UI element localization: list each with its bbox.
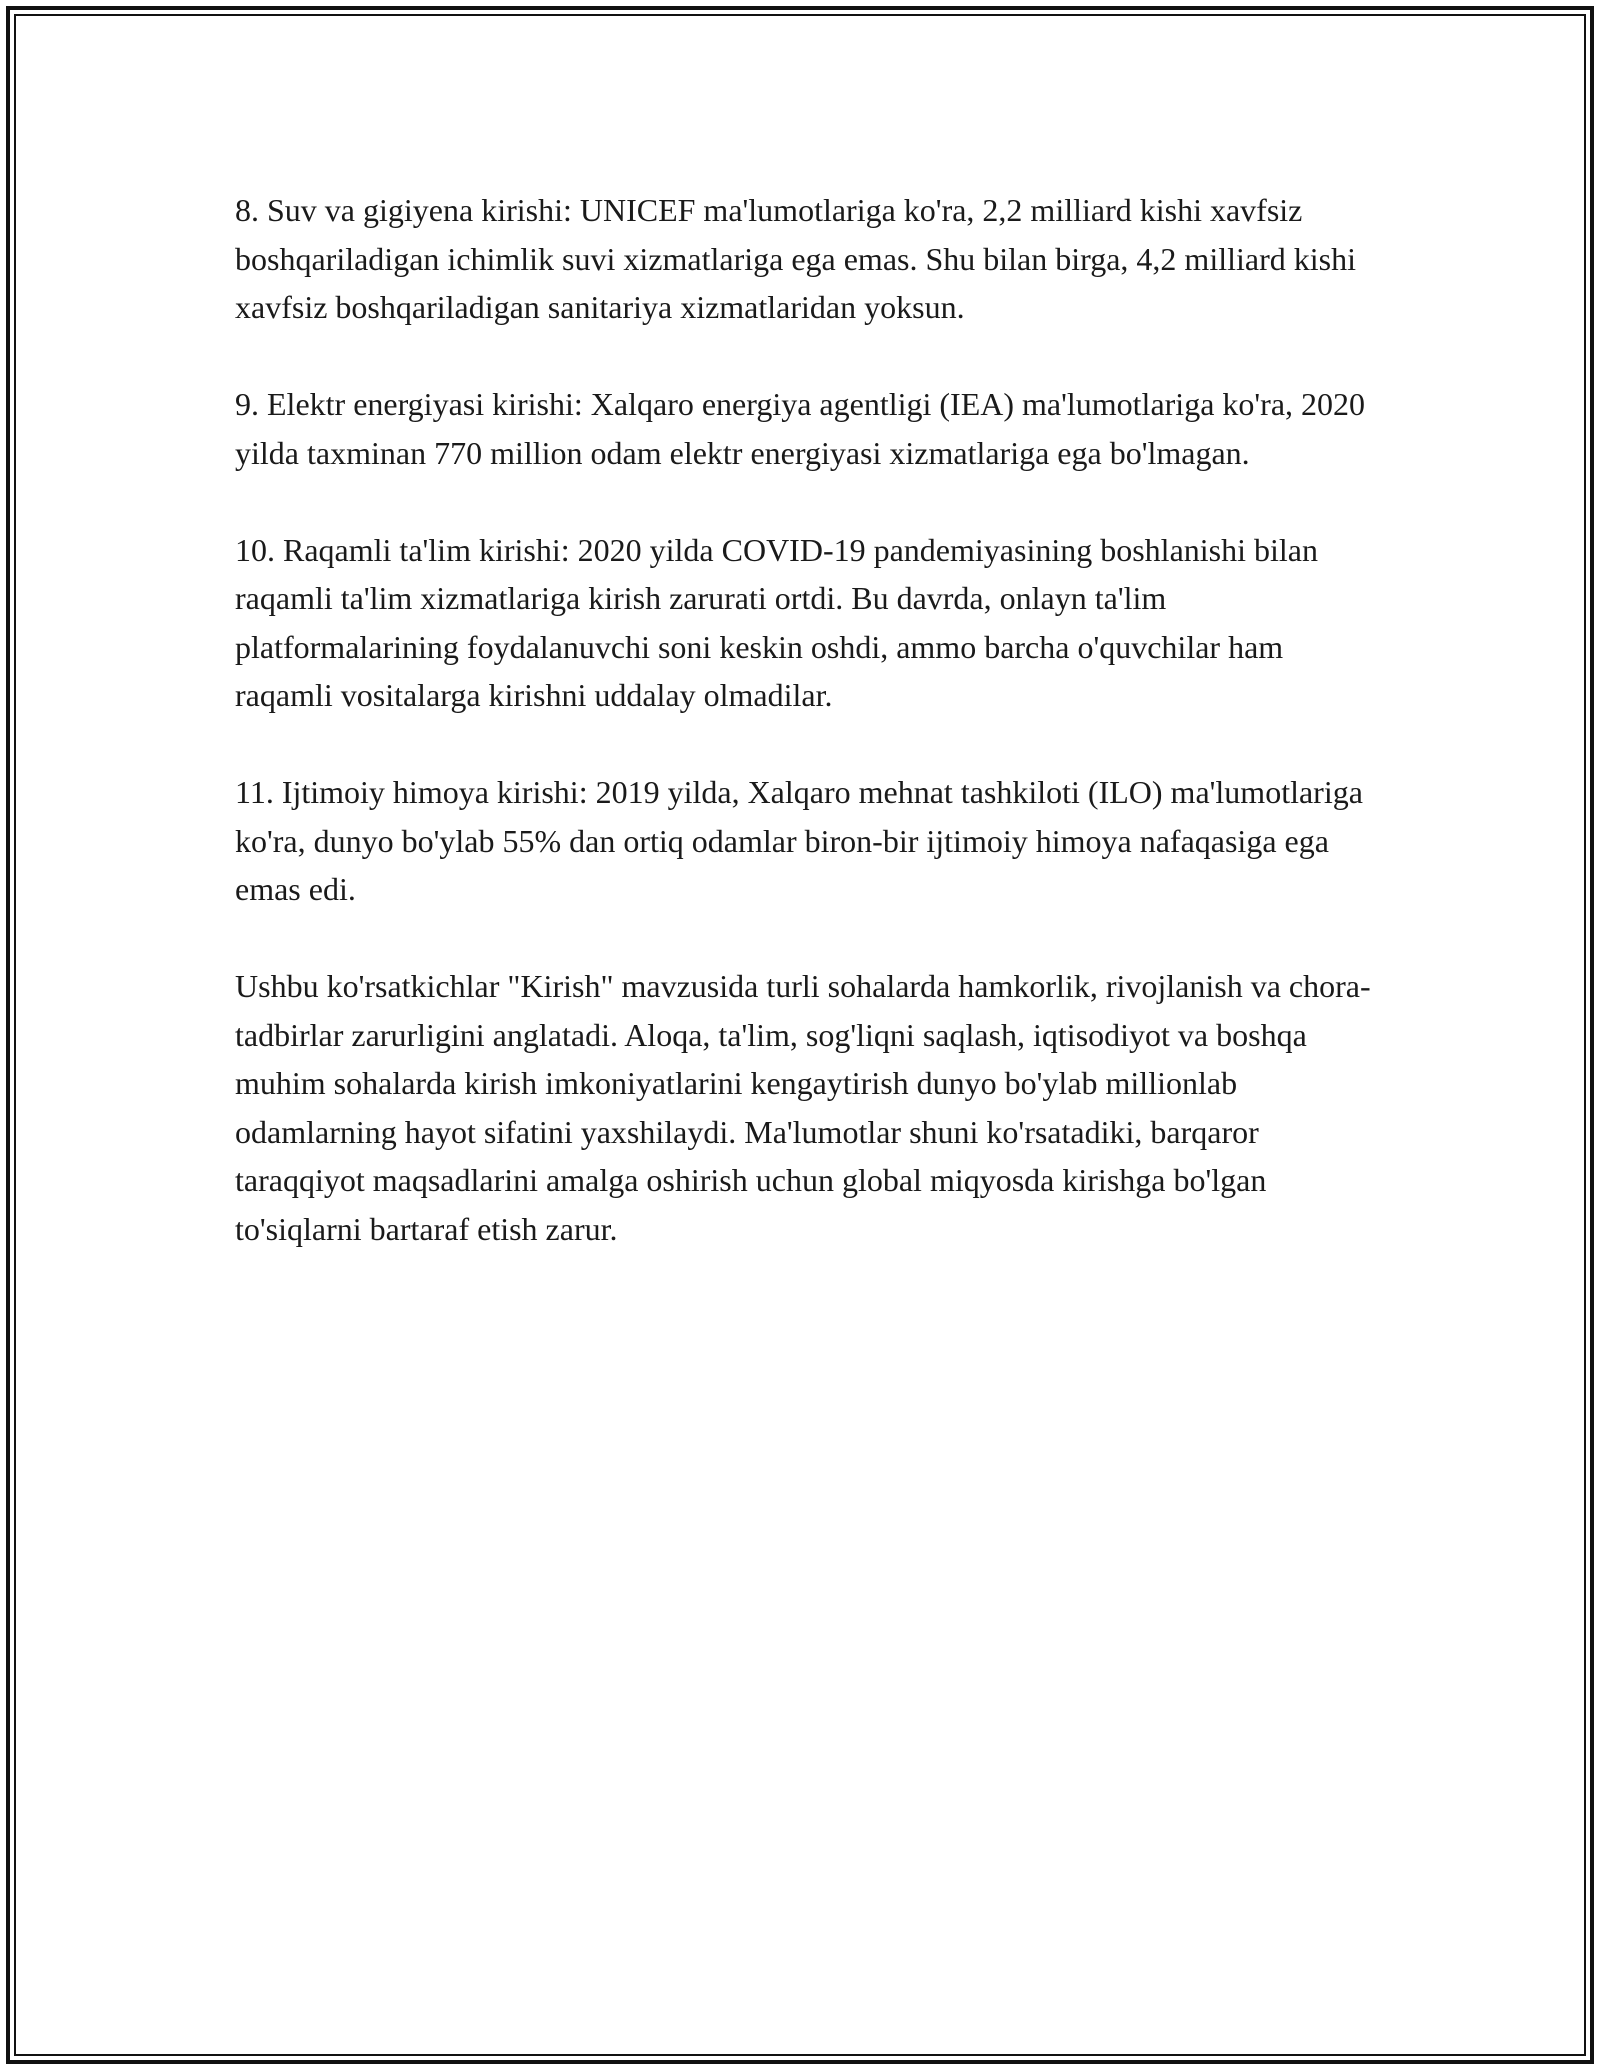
paragraph-electricity-access: 9. Elektr energiyasi kirishi: Xalqaro energiya agentligi (IEA) ma'lumotlariga ko'ra, 2020 yilda taxminan 770 million odam elektr energiyasi xizmatlariga ega bo'lmagan.: [235, 386, 1366, 471]
document-body: [235, 186, 1375, 1302]
paragraph-digital-education-access: 10. Raqamli ta'lim kirishi: 2020 yilda COVID-19 pandemiyasining boshlanishi bilan raqamli ta'lim xizmatlariga kirish zarurati ortdi. Bu davrda, onlayn ta'lim platformalarining foydalanuvchi soni keskin oshdi, ammo barcha o'quvchilar ham raqamli vositalarga kirishni uddalay olmadilar.: [235, 531, 1318, 713]
paragraph-social-protection-access: 11. Ijtimoiy himoya kirishi: 2019 yilda, Xalqaro mehnat tashkiloti (ILO) ma'lumotlariga ko'ra, dunyo bo'ylab 55% dan ortiq odamlar biron-bir ijtimoiy himoya nafaqasiga ega emas edi.: [235, 774, 1363, 907]
paragraph-conclusion: Ushbu ko'rsatkichlar "Kirish" mavzusida turli sohalarda hamkorlik, rivojlanish va chora-tadbirlar zarurligini anglatadi. Aloqa, ta'lim, sog'liqni saqlash, iqtisodiyot va boshqa muhim sohalarda kirish imkoniyatlarini kengaytirish dunyo bo'ylab millionlab odamlarning hayot sifatini yaxshilaydi. Ma'lumotlar shuni ko'rsatadiki, barqaror taraqqiyot maqsadlarini amalga oshirish uchun global miqyosda kirishga bo'lgan to'siqlarni bartaraf etish zarur.: [235, 968, 1371, 1247]
paragraph-water-sanitation-access: 8. Suv va gigiyena kirishi: UNICEF ma'lumotlariga ko'ra, 2,2 milliard kishi xavfsiz boshqariladigan ichimlik suvi xizmatlariga ega emas. Shu bilan birga, 4,2 milliard kishi xavfsiz boshqariladigan sanitariya xizmatlaridan yoksun.: [235, 192, 1356, 325]
